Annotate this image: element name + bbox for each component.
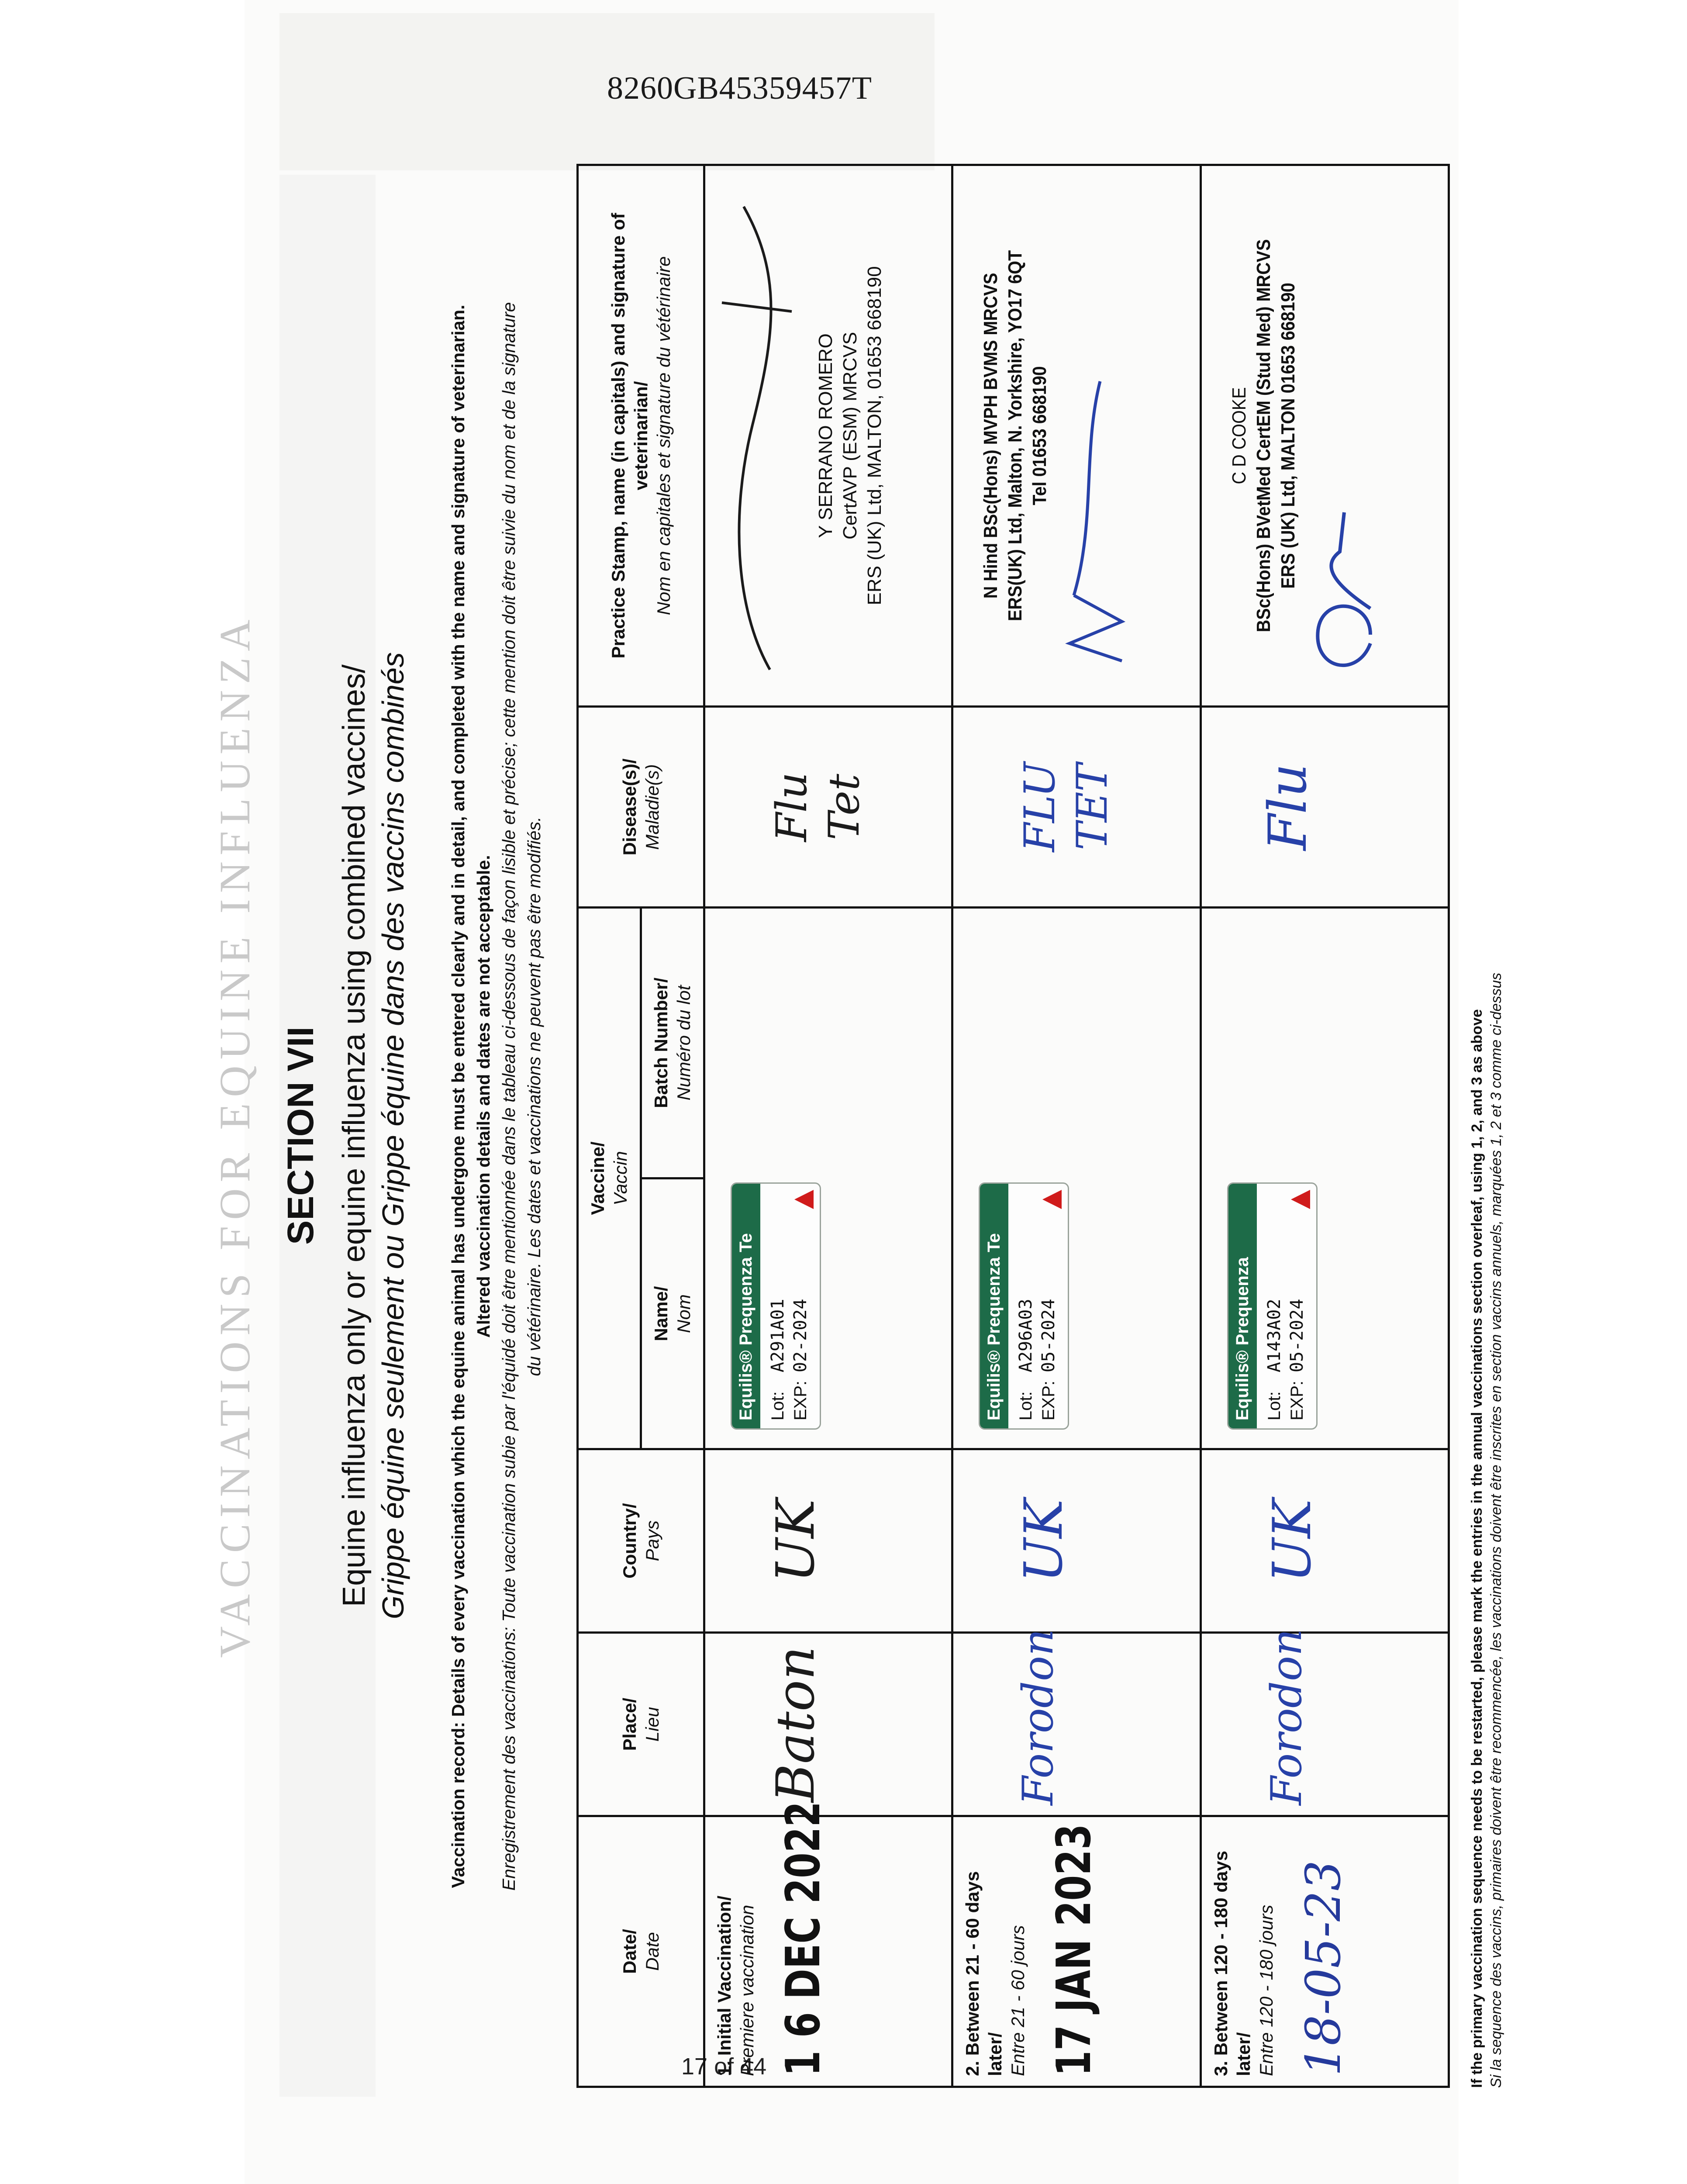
section-title-en: Equine influenza only or equine influenza using combined vaccines/ (337, 664, 372, 1607)
instructions-fr-line2: du vétérinaire. Les dates et vaccinations ne peuvent pas être modifiés. (524, 816, 544, 1376)
country-handwritten: UK (1014, 1499, 1075, 1583)
place-cell (704, 1633, 952, 1816)
disease-handwritten (766, 717, 870, 897)
disease-cell (952, 707, 1201, 908)
instructions-en-line1: Vaccination record: Details of every vaccination which the equine animal has undergone must be entered clearly and in detail, and completed with the name and signature of veterinarian. (448, 304, 468, 1888)
header-country: Country/ Pays (578, 1449, 704, 1633)
instructions (445, 258, 547, 1935)
footer-en: If the primary vaccination sequence needs to be restarted, please mark the entries in the annual vaccinations section overleaf, using 1, 2, and 3 as above (1469, 1009, 1485, 2088)
stamp-cell (1201, 165, 1449, 707)
sticker-body (1008, 1184, 1068, 1428)
exp-label: EXP: (1039, 1380, 1059, 1420)
vet-stamp (979, 202, 1052, 670)
date-cell (704, 1801, 952, 2087)
row-label-fr: Premiere vaccination (737, 1904, 757, 2076)
date-stamp: 1 6 DEC 2022 (776, 1801, 831, 2076)
vaccination-table (576, 164, 1450, 2088)
vet-stamp (1227, 202, 1301, 670)
vaccine-sticker (731, 1182, 821, 1430)
place-handwritten: Baton (766, 1646, 826, 1803)
vet-practice: ERS(UK) Ltd, Malton, N. Yorkshire, YO17 6QT (1004, 250, 1026, 622)
header-date: Date/ Date (578, 1816, 704, 2087)
vet-signature (718, 176, 796, 696)
header-batch-number: Batch Number/ Numéro du lot (641, 908, 704, 1178)
disease-cell (1201, 707, 1449, 908)
header-vaccine-name: Name/ Nom (641, 1178, 704, 1449)
disease-handwritten (1014, 717, 1118, 897)
row-label-fr: Entre 21 - 60 jours (1007, 1925, 1028, 2076)
vet-signature (1056, 176, 1135, 696)
page-number: 17 of 44 (681, 2053, 767, 2080)
vaccine-sticker (979, 1182, 1069, 1430)
header-place: Place/ Lieu (578, 1633, 704, 1816)
stamp-cell (704, 165, 952, 707)
country-cell (952, 1449, 1201, 1633)
vet-practice: ERS (UK) Ltd, MALTON 01653 668190 (1277, 283, 1299, 589)
vet-stamp (814, 176, 887, 696)
sticker-red-tip (1291, 1190, 1310, 1209)
expiry-date: 05-2024 (1287, 1299, 1307, 1372)
vaccination-form (131, 131, 1659, 2140)
row-label: 2. Between 21 - 60 days later/ (962, 1871, 1006, 2076)
vet-practice: ERS (UK) Ltd, MALTON, 01653 668190 (864, 266, 885, 605)
vet-qualifications: CertAVP (ESM) MRCVS (839, 332, 861, 540)
table-row (704, 165, 952, 2087)
sticker-brand: Equilis® Prequenza (1228, 1184, 1257, 1428)
disease-handwritten (1257, 717, 1318, 897)
place-cell (952, 1629, 1201, 1816)
disease-cell (704, 707, 952, 908)
exp-label: EXP: (791, 1380, 810, 1420)
disease-1: FLU (1015, 762, 1065, 852)
sticker-body (760, 1184, 820, 1428)
sticker-brand: Equilis® Prequenza Te (732, 1184, 760, 1428)
sticker-red-tip (794, 1190, 814, 1209)
vaccine-cell (704, 908, 952, 1449)
table-row (952, 165, 1201, 2087)
section-heading: SECTION VII (280, 1026, 321, 1245)
sticker-body (1257, 1184, 1316, 1428)
country-handwritten: UK (1262, 1499, 1323, 1583)
expiry-date: 02-2024 (790, 1299, 811, 1372)
date-cell (952, 1816, 1201, 2087)
vaccine-cell (952, 908, 1201, 1449)
lot-number: A291A01 (768, 1299, 788, 1372)
vet-phone: Tel 01653 668190 (1029, 366, 1051, 505)
disease-1: Flu (767, 772, 816, 842)
instructions-en-line2: Altered vaccination details and dates are not acceptable. (473, 855, 493, 1338)
footer-note (1467, 166, 1506, 2088)
instructions-fr-line1: Enregistrement des vaccinations: Toute vaccination subie par l'équidé doit être mentionnée dans le tableau ci-dessous de façon lisible et précise; cette mention doit être suivie du nom et de la signature (499, 302, 519, 1891)
reference-number: 8260GB45359457T (607, 70, 872, 106)
place-handwritten: Forodon (1262, 1629, 1311, 1805)
row-label: 1. Initial Vaccination/ (714, 1895, 735, 2076)
header-vaccine: Vaccine/ Vaccin (578, 908, 641, 1449)
disease-2: Tet (820, 774, 869, 840)
vet-qualifications: BSc(Hons) BVetMed CertEM (Stud Med) MRCVS (1252, 239, 1274, 632)
date-stamp: 17 JAN 2023 (1047, 1824, 1102, 2076)
sticker-red-tip (1042, 1190, 1062, 1209)
header-diseases: Disease(s)/ Maladie(s) (578, 707, 704, 908)
watermark-title: VACCINATIONS FOR EQUINE INFLUENZA (210, 613, 259, 1658)
exp-label: EXP: (1287, 1380, 1307, 1420)
disease-1: Flu (1257, 764, 1318, 850)
country-cell (704, 1449, 952, 1633)
country-handwritten: UK (766, 1499, 826, 1583)
lot-number: A296A03 (1016, 1299, 1036, 1372)
row-label-fr: Entre 120 - 180 jours (1256, 1904, 1276, 2076)
row-label: 3. Between 120 - 180 days later/ (1210, 1851, 1254, 2076)
expiry-date: 05-2024 (1038, 1299, 1059, 1372)
lot-number: A143A02 (1264, 1299, 1284, 1372)
lot-label: Lot: (1264, 1391, 1284, 1420)
vet-name: N Hind BSc(Hons) MVPH BVMS MRCVS (980, 273, 1002, 599)
place-cell (1201, 1629, 1449, 1816)
place-handwritten: Forodon (1014, 1629, 1063, 1805)
stamp-cell (952, 165, 1201, 707)
lot-label: Lot: (1016, 1391, 1036, 1420)
table-header-row (578, 165, 641, 2087)
date-cell (1201, 1816, 1449, 2087)
table-row (1201, 165, 1449, 2087)
lot-label: Lot: (768, 1391, 787, 1420)
country-cell (1201, 1449, 1449, 1633)
vet-name: Y SERRANO ROMERO (815, 333, 836, 538)
footer-fr: Si la sequence des vaccins, primaires doivent être recommencée, les vaccinations doivent être inscrites en section vaccins annuels, marquées 1, 2 et 3 comme ci-dessus (1488, 972, 1504, 2088)
vet-signature (1305, 176, 1383, 696)
vaccine-cell (1201, 908, 1449, 1449)
date-handwritten: 18-05-23 (1295, 1860, 1351, 2076)
header-practice-stamp: Practice Stamp, name (in capitals) and signature of veterinarian/ Nom en capitales et signature du vétérinaire (578, 165, 704, 707)
disease-2: TET (1068, 764, 1117, 850)
sticker-brand: Equilis® Prequenza Te (980, 1184, 1008, 1428)
section-title-fr: Grippe équine seulement ou Grippe équine dans des vaccins combinés (376, 652, 410, 1620)
vet-name: C D COOKE (1228, 387, 1250, 484)
vaccine-sticker (1227, 1182, 1318, 1430)
